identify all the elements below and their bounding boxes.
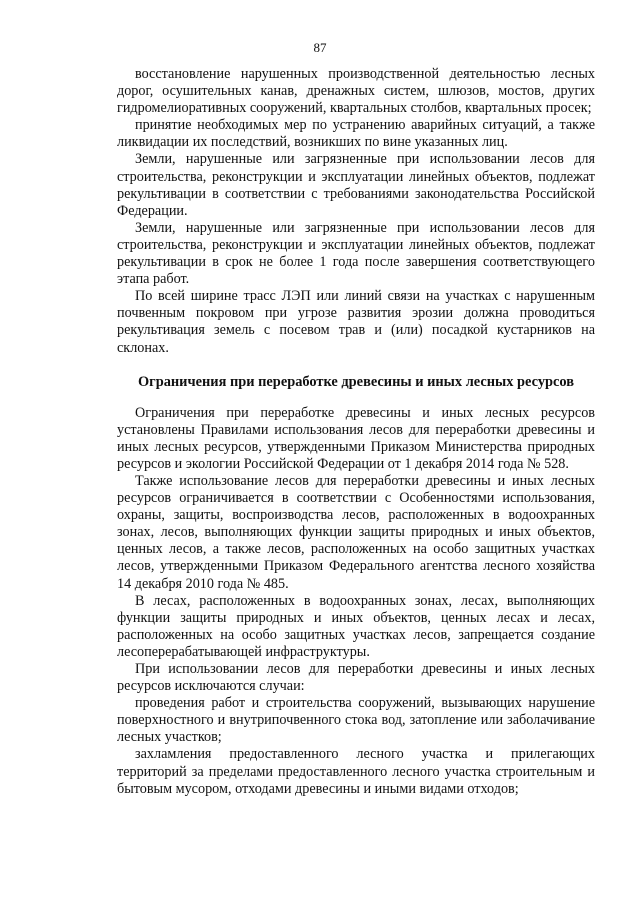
paragraph-land-recultivation-term: Земли, нарушенные или загрязненные при использовании лесов для строительства, реконструкции и эксплуатации линейных объектов, подлежат рекультивации в срок не более 1 года после завершения соответствующего этапа работ.	[117, 219, 595, 288]
paragraph-infrastructure-ban: В лесах, расположенных в водоохранных зонах, лесах, выполняющих функции защиты природных и иных объектов, ценных лесах и лесах, расположенных на особо защитных участках лесов, запрещается создание лесоперерабатывающей инфраструктуры.	[117, 592, 595, 660]
section-heading: Ограничения при переработке древесины и иных лесных ресурсов	[137, 373, 575, 390]
page-number: 87	[313, 40, 327, 55]
paragraph-processing-rules: Ограничения при переработке древесины и иных лесных ресурсов установлены Правилами использования лесов для переработки древесины и иных лесных ресурсов, утвержденными Приказом Министерства природных ресурсов и экологии Российской Федерации от 1 декабря 2014 года № 528.	[117, 404, 595, 472]
document-body	[117, 66, 595, 798]
paragraph-emergency-measures: принятие необходимых мер по устранению аварийных ситуаций, а также ликвидации их последствий, возникших по вине указанных лиц.	[117, 117, 595, 151]
paragraph-power-lines-recultivation: По всей ширине трасс ЛЭП или линий связи на участках с нарушенным почвенным покровом при угрозе развития эрозии должна проводиться рекультивация земель с посевом трав и (или) посадкой кустарников на склонах.	[117, 288, 595, 356]
paragraph-case-water-flow: проведения работ и строительства сооружений, вызывающих нарушение поверхностного и внутрипочвенного стока вод, затопление или заболачивание лесных участков;	[117, 695, 595, 746]
paragraph-excluded-cases: При использовании лесов для переработки древесины и иных лесных ресурсов исключаются случаи:	[117, 661, 595, 695]
paragraph-processing-limitations: Также использование лесов для переработки древесины и иных лесных ресурсов ограничивается в соответствии с Особенностями использования, охраны, защиты, воспроизводства лесов, расположенных в водоохранных зонах, лесов, выполняющих функции защиты природных и иных объектов, ценных лесов, а также лесов, расположенных на особо защитных участках лесов, утвержденными Приказом Федерального агентства лесного хозяйства 14 декабря 2010 года № 485.	[117, 472, 595, 592]
paragraph-land-recultivation-law: Земли, нарушенные или загрязненные при использовании лесов для строительства, реконструкции и эксплуатации линейных объектов, подлежат рекультивации в соответствии с требованиями законодательства Российской Федерации.	[117, 151, 595, 219]
paragraph-restoration: восстановление нарушенных производственной деятельностью лесных дорог, осушительных канав, дренажных систем, шлюзов, мостов, других гидромелиоративных сооружений, квартальных столбов, квартальных просек;	[117, 66, 595, 117]
paragraph-case-littering: захламления предоставленного лесного участка и прилегающих территорий за пределами предоставленного лесного участка строительным и бытовым мусором, отходами древесины и иными видами отходов;	[117, 746, 595, 797]
